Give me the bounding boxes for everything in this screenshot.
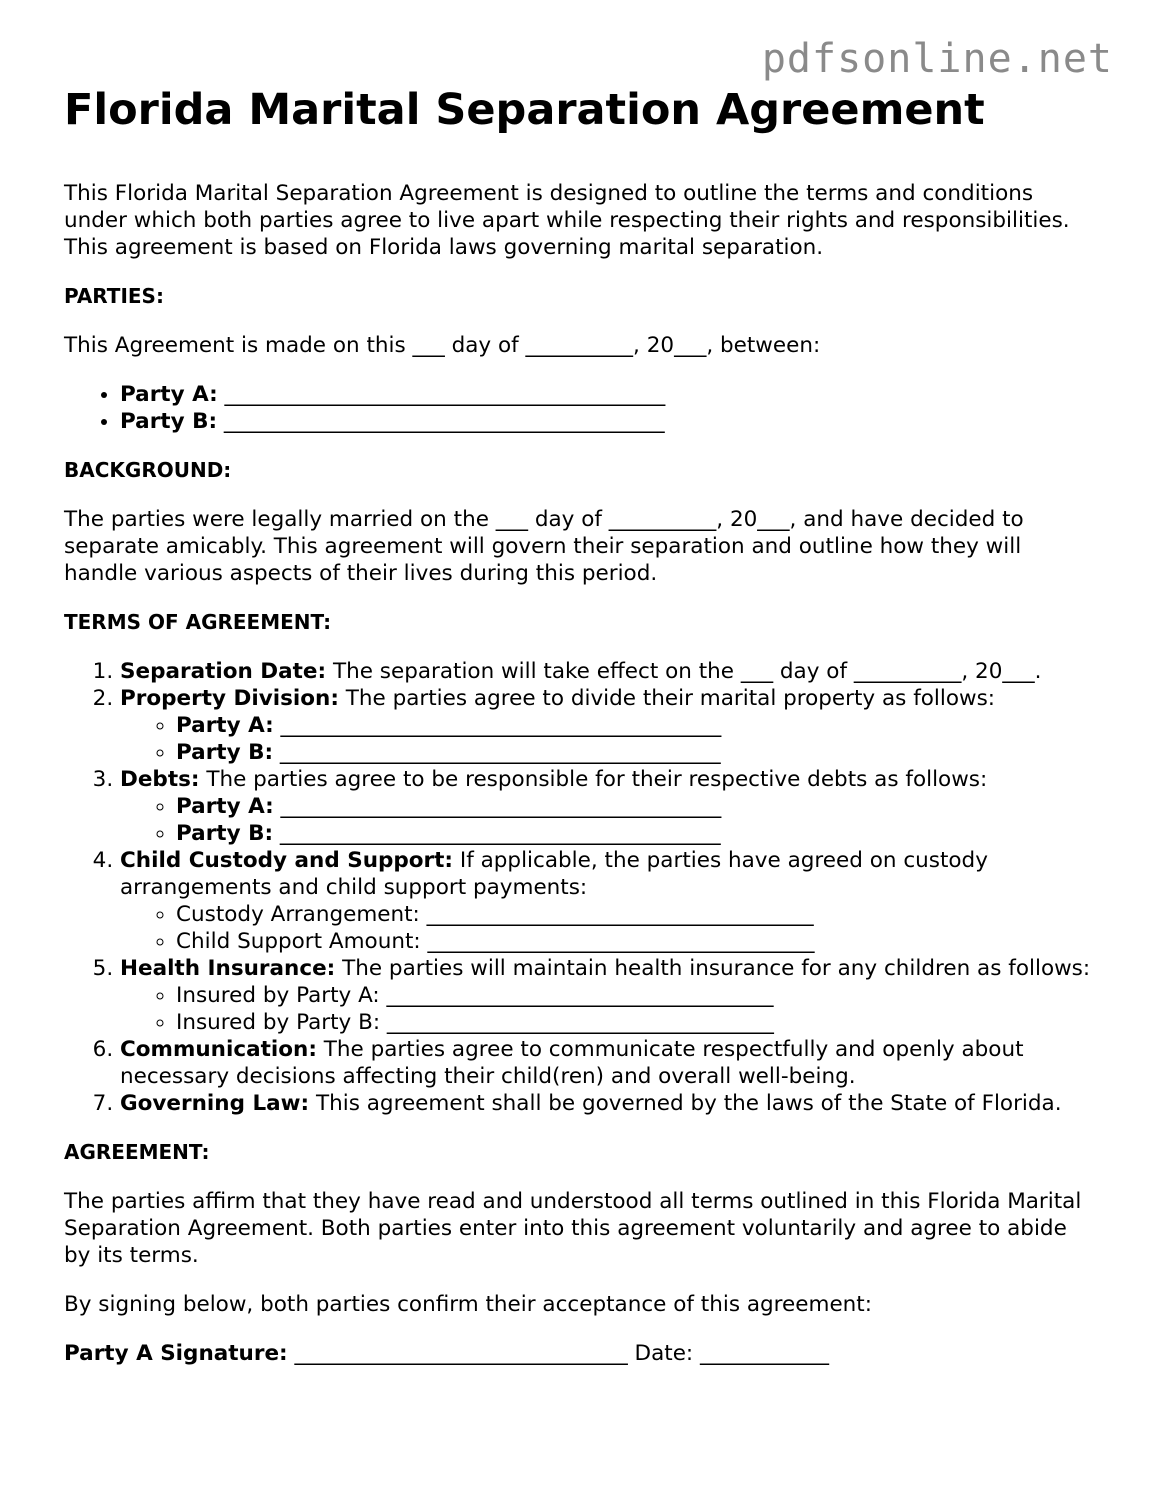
term-label: Health Insurance: <box>120 956 336 981</box>
signature-label: Party A Signature: <box>64 1341 288 1366</box>
sub-label: Party A: <box>176 794 274 819</box>
list-item <box>176 793 1094 820</box>
confirm-paragraph: By signing below, both parties confirm their acceptance of this agreement: <box>64 1292 872 1317</box>
term-text: The parties agree to divide their marital property as follows: <box>338 686 996 711</box>
sub-blank: _________________________________________ <box>273 713 722 738</box>
custody-sublist <box>120 901 1094 955</box>
signature-line <box>64 1340 1094 1367</box>
list-item <box>176 928 1094 955</box>
term-label: Debts: <box>120 767 200 792</box>
term-text: The separation will take effect on the ___ day of __________, 20___. <box>326 659 1042 684</box>
debts-sublist <box>120 793 1094 847</box>
term-text: The parties agree to be responsible for their respective debts as follows: <box>199 767 988 792</box>
document-page <box>64 84 1094 1367</box>
terms-list <box>64 658 1094 1117</box>
agreement-date-line: This Agreement is made on this ___ day of __________, 20___, between: <box>64 333 821 358</box>
terms-heading: TERMS OF AGREEMENT: <box>64 610 332 634</box>
intro-paragraph: This Florida Marital Separation Agreement is designed to outline the terms and conditions under which both parties agree to live apart while respecting their rights and responsibilities. This agreement is based on Florida laws governing marital separation. <box>64 181 1070 260</box>
list-item <box>176 901 1094 928</box>
list-item <box>120 381 1094 408</box>
list-item <box>176 982 1094 1009</box>
agreement-heading: AGREEMENT: <box>64 1140 210 1164</box>
watermark: pdfsonline.net <box>761 36 1113 82</box>
term-separation-date <box>120 658 1094 685</box>
party-b-label: Party B: <box>120 409 218 434</box>
term-label: Separation Date: <box>120 659 327 684</box>
term-text: If applicable, the parties have agreed on custody arrangements and child support payments: <box>120 848 988 900</box>
sub-label: Party B: <box>176 740 274 765</box>
sub-blank: Custody Arrangement: ____________________________________ <box>176 902 814 927</box>
term-property-division <box>120 685 1094 766</box>
insurance-sublist <box>120 982 1094 1036</box>
term-text: The parties agree to communicate respectfully and openly about necessary decisions affecting their child(ren) and overall well-being. <box>120 1037 1024 1089</box>
term-label: Communication: <box>120 1037 317 1062</box>
sub-blank: Child Support Amount: ____________________________________ <box>176 929 815 954</box>
party-b-blank: _________________________________________ <box>217 409 665 434</box>
term-label: Child Custody and Support: <box>120 848 454 873</box>
sub-blank: _________________________________________ <box>273 821 721 846</box>
term-communication <box>120 1036 1094 1090</box>
sub-blank: Insured by Party B: ____________________________________ <box>176 1010 774 1035</box>
sub-label: Party A: <box>176 713 274 738</box>
term-label: Property Division: <box>120 686 339 711</box>
parties-heading: PARTIES: <box>64 284 164 308</box>
parties-list <box>64 381 1094 435</box>
date-label: Date: <box>634 1341 701 1366</box>
term-label: Governing Law: <box>120 1091 310 1116</box>
term-debts <box>120 766 1094 847</box>
term-child-custody <box>120 847 1094 955</box>
document-title: Florida Marital Separation Agreement <box>64 85 985 135</box>
sub-blank: _________________________________________ <box>273 740 721 765</box>
signature-blank: _______________________________ <box>287 1341 635 1366</box>
property-sublist <box>120 712 1094 766</box>
agreement-paragraph: The parties affirm that they have read and understood all terms outlined in this Florida Marital Separation Agreement. Both parties enter into this agreement voluntarily and agree to abide by its terms. <box>64 1189 1082 1268</box>
date-blank: ____________ <box>700 1341 830 1366</box>
list-item <box>176 1009 1094 1036</box>
sub-blank: Insured by Party A: ____________________________________ <box>176 983 774 1008</box>
party-a-label: Party A: <box>120 382 218 407</box>
term-text: The parties will maintain health insurance for any children as follows: <box>335 956 1091 981</box>
party-a-blank: _________________________________________ <box>217 382 666 407</box>
list-item <box>120 408 1094 435</box>
background-paragraph: The parties were legally married on the ___ day of __________, 20___, and have decided to separate amicably. This agreement will govern their separation and outline how they will handle various aspects of their lives during this period. <box>64 507 1024 586</box>
list-item <box>176 820 1094 847</box>
term-text: This agreement shall be governed by the laws of the State of Florida. <box>309 1091 1062 1116</box>
sub-blank: _________________________________________ <box>273 794 722 819</box>
background-heading: BACKGROUND: <box>64 458 232 482</box>
list-item <box>176 739 1094 766</box>
term-health-insurance <box>120 955 1094 1036</box>
sub-label: Party B: <box>176 821 274 846</box>
list-item <box>176 712 1094 739</box>
term-governing-law <box>120 1090 1094 1117</box>
